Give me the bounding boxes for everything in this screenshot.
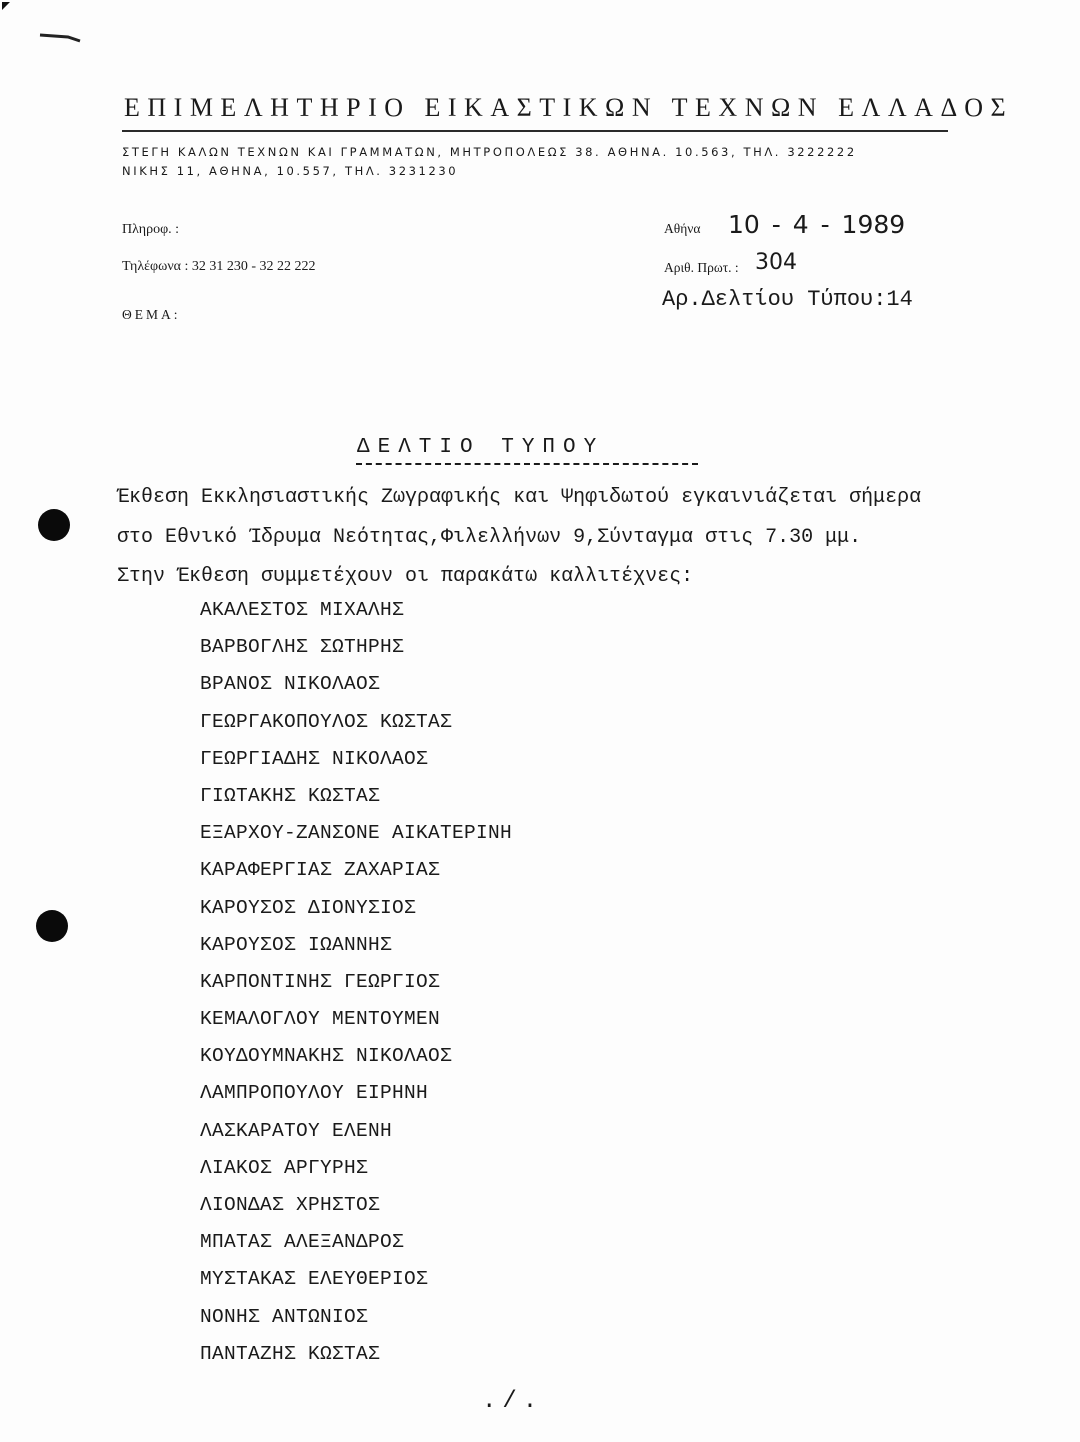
protocol-number: 304 <box>755 250 797 275</box>
scan-corner-mark <box>2 2 12 12</box>
subject-label: ΘΕΜΑ: <box>122 307 181 322</box>
artist-list <box>200 598 512 1379</box>
artist-item: ΛΑΜΠΡΟΠΟΥΛΟΥ ΕΙΡΗΝΗ <box>200 1082 429 1105</box>
city-label: Αθήνα <box>664 221 701 236</box>
address-line-2: ΝΙΚΗΣ 11, ΑΘΗΝΑ, 10.557, ΤΗΛ. 3231230 <box>122 164 459 178</box>
phones-line <box>122 259 316 275</box>
artist-item: ΛΑΣΚΑΡΑΤΟΥ ΕΛΕΝΗ <box>200 1119 393 1142</box>
protocol-label: Αριθ. Πρωτ. : <box>664 260 739 275</box>
punch-hole <box>38 509 70 541</box>
artist-item: ΚΟΥΔΟΥΜΝΑΚΗΣ ΝΙΚΟΛΑΟΣ <box>200 1045 453 1068</box>
artist-item: ΠΑΝΤΑΖΗΣ ΚΩΣΤΑΣ <box>200 1342 381 1365</box>
artist-item: ΜΠΑΤΑΣ ΑΛΕΞΑΝΔΡΟΣ <box>200 1231 405 1254</box>
letterhead-rule <box>122 130 948 132</box>
artist-item: ΝΟΝΗΣ ΑΝΤΩΝΙΟΣ <box>200 1305 369 1328</box>
artist-item: ΛΙΑΚΟΣ ΑΡΓΥΡΗΣ <box>200 1156 369 1179</box>
artist-item: ΚΑΡΠΟΝΤΙΝΗΣ ΓΕΩΡΓΙΟΣ <box>200 970 441 993</box>
title-underline <box>356 463 698 465</box>
info-label: Πληροφ. : <box>122 222 180 237</box>
artist-item: ΚΕΜΑΛΟΓΛΟΥ ΜΕΝΤΟΥΜΕΝ <box>200 1008 441 1031</box>
artist-item: ΒΑΡΒΟΓΛΗΣ ΣΩΤΗΡΗΣ <box>200 636 405 659</box>
bulletin-number: Αρ.Δελτίου Τύπου:14 <box>662 287 913 312</box>
phones-value: 32 31 230 - 32 22 222 <box>191 259 316 274</box>
artist-item: ΑΚΑΛΕΣΤΟΣ ΜΙΧΑΛΗΣ <box>200 599 405 621</box>
artist-item: ΜΥΣΤΑΚΑΣ ΕΛΕΥΘΕΡΙΟΣ <box>200 1268 429 1291</box>
punch-hole <box>36 910 68 942</box>
artist-item: ΛΙΟΝΔΑΣ ΧΡΗΣΤΟΣ <box>200 1194 381 1216</box>
body-line-1: Έκθεση Εκκλησιαστικής Ζωγραφικής και Ψηφιδωτού εγκαινιάζεται σήμερα <box>117 486 922 509</box>
artist-item: ΚΑΡΑΦΕΡΓΙΑΣ ΖΑΧΑΡΙΑΣ <box>200 859 441 882</box>
artist-item: ΓΙΩΤΑΚΗΣ ΚΩΣΤΑΣ <box>200 784 381 807</box>
artist-item: ΚΑΡΟΥΣΟΣ ΔΙΟΝΥΣΙΟΣ <box>200 896 417 919</box>
phones-label: Τηλέφωνα : <box>122 259 189 274</box>
artist-item: ΚΑΡΟΥΣΟΣ ΙΩΑΝΝΗΣ <box>200 933 393 956</box>
body-line-2: στο Εθνικό Ίδρυμα Νεότητας,Φιλελλήνων 9,Σύνταγμα στις 7.30 μμ. <box>117 526 862 549</box>
date-value: 10 - 4 - 1989 <box>728 210 906 239</box>
artist-item: ΓΕΩΡΓΙΑΔΗΣ ΝΙΚΟΛΑΟΣ <box>200 747 429 770</box>
continuation-mark: ./. <box>482 1388 544 1415</box>
address-line-1: ΣΤΕΓΗ ΚΑΛΩΝ ΤΕΧΝΩΝ ΚΑΙ ΓΡΑΜΜΑΤΩΝ, ΜΗΤΡΟΠΟΛΕΩΣ 38. ΑΘΗΝΑ. 10.563, ΤΗΛ. 3222222 <box>122 145 857 159</box>
artist-item: ΕΞΑΡΧΟΥ-ΖΑΝΣΟΝΕ ΑΙΚΑΤΕΡΙΝΗ <box>200 822 513 845</box>
staple-mark <box>38 28 88 48</box>
organization-name: ΕΠΙΜΕΛΗΤΗΡΙΟ ΕΙΚΑΣΤΙΚΩΝ ΤΕΧΝΩΝ ΕΛΛΑΔΟΣ <box>124 93 1014 122</box>
document-title: ΔΕΛΤΙΟ ΤΥΠΟΥ <box>357 436 605 459</box>
body-line-3: Στην Έκθεση συμμετέχουν οι παρακάτω καλλιτέχνες: <box>117 565 694 588</box>
artist-item: ΓΕΩΡΓΑΚΟΠΟΥΛΟΣ ΚΩΣΤΑΣ <box>200 710 453 733</box>
artist-item: ΒΡΑΝΟΣ ΝΙΚΟΛΑΟΣ <box>200 673 381 696</box>
